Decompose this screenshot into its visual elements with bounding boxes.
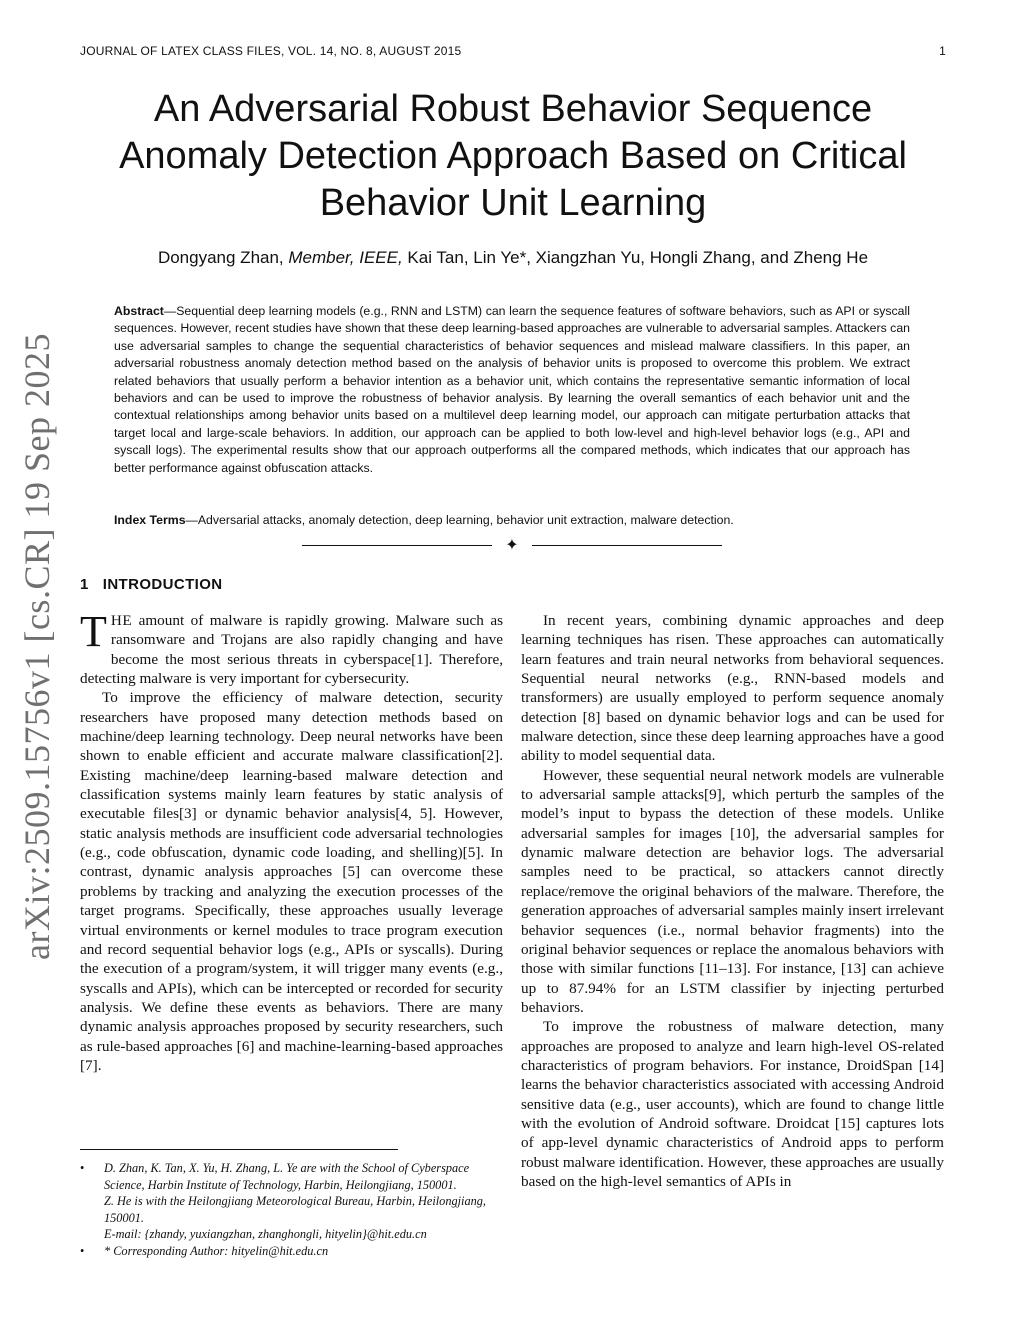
arxiv-identifier[interactable]: arXiv:2509.15756v1 [cs.CR] 19 Sep 2025 (17, 333, 57, 960)
divider-rule-left (302, 545, 492, 546)
paper-title: An Adversarial Robust Behavior Sequence Anomaly Detection Approach Based on Critical Behavior Unit Learning (119, 88, 907, 224)
running-header (80, 44, 946, 58)
section-divider (302, 536, 722, 556)
page-number: 1 (939, 44, 946, 58)
paragraph: However, these sequential neural network models are vulnerable to adversarial sample attacks[9], which perturb the samples of the model’s input to bypass the detection of these models. Unlike adversarial samples for images [10], the adversarial samples for dynamic malware detection are behavior logs. The adversarial samples need to be practical, so attackers cannot directly replace/remove the original behaviors of the malware. Therefore, the generation approaches of adversarial samples mainly insert irrelevant behavior sequences (i.e., normal behavior fragments) into the original behavior sequences or replace the anomalous behaviors with those with similar functions [11–13]. For instance, [13] can achieve up to 87.94% for an LSTM classifier by injecting perturbed behaviors. (521, 766, 944, 1016)
section-number: 1 (80, 576, 89, 593)
author-first: Dongyang Zhan, (157, 248, 289, 267)
section-heading (80, 576, 223, 593)
diamond-icon: ✦ (505, 537, 519, 554)
divider-rule-right (532, 545, 722, 546)
author-membership: Member, IEEE, (288, 248, 403, 267)
author-list (80, 248, 946, 268)
paragraph: To improve the efficiency of malware detection, security researchers have proposed many detection methods based on machine/deep learning technology. Deep neural networks have been shown to enable efficient and accurate malware classification[2]. Existing machine/deep learning-based malware detection and classification systems mainly learn features by static analysis of executable files[3] or dynamic behavior analysis[4, 5]. However, static analysis methods are insufficient code adversarial technologies (e.g., code obfuscation, dynamic code loading, and shelling)[5]. In contrast, dynamic analysis approaches [5] can overcome these problems by tracking and analyzing the execution processes of the target programs. Specifically, these approaches usually leverage virtual environments or kernel modules to trace program execution and record sequential behavior logs (e.g., APIs or syscalls). During the execution of a program/system, it will trigger many events (e.g., syscalls and APIs), which can be intercepted or recorded for security analysis. We define these events as behaviors. There are many dynamic analysis approaches proposed by security researchers, such as rule-based approaches [6] and machine-learning-based approaches [7]. (80, 689, 503, 1074)
paragraph-text: amount of malware is rapidly growing. Malware such as ransomware and Trojans are also rapidly changing and have become the most serious threats in cyberspace[1]. Therefore, detecting malware is very important for cybersecurity. (80, 612, 503, 688)
footnote-affiliations (80, 1160, 503, 1243)
index-terms (114, 512, 910, 529)
footnote-rule (80, 1149, 398, 1150)
footnote-corresponding (80, 1243, 503, 1260)
footnote-line: Z. He is with the Heilongjiang Meteorological Bureau, Harbin, Heilongjiang, 150001. (104, 1194, 486, 1225)
abstract-text: —Sequential deep learning models (e.g., RNN and LSTM) can learn the sequence features of software behaviors, such as API or syscall sequences. However, recent studies have shown that these deep learning-based approaches are vulnerable to adversarial samples. Attackers can use adversarial samples to change the sequential characteristics of behavior sequences and mislead malware classifiers. In this paper, an adversarial robustness anomaly detection method based on the analysis of behavior units is proposed to overcome this problem. We extract related behaviors that usually perform a behavior intention as a behavior unit, which contains the representative semantic information of local behaviors and can be used to improve the robustness of behavior analysis. By learning the overall semantics of each behavior unit and the contextual relationships among behavior units based on a multilevel deep learning model, our approach can mitigate perturbation attacks that target local and large-scale behaviors. In addition, our approach can be applied to both low-level and high-level behavior logs (e.g., API and syscall logs). The experimental results show that our approach outperforms all the compared methods, which indicates that our approach has better performance against obfuscation attacks. (114, 304, 910, 475)
abstract (114, 303, 910, 477)
footnotes (80, 1160, 503, 1259)
footnote-line: E-mail: {zhandy, yuxiangzhan, zhanghongli, hityelin}@hit.edu.cn (104, 1227, 427, 1241)
right-column (521, 611, 944, 1191)
left-column (80, 607, 503, 1075)
section-title: INTRODUCTION (102, 576, 223, 593)
abstract-label: Abstract (114, 304, 164, 318)
paragraph (80, 607, 503, 688)
lead-smallcaps: HE (110, 612, 133, 629)
bullet-icon: • (80, 1161, 85, 1175)
footnote-line: D. Zhan, K. Tan, X. Yu, H. Zhang, L. Ye are with the School of Cyberspace Science, Harbin Institute of Technology, Harbin, Heilongjiang, 150001. (104, 1161, 470, 1192)
footnote-line: * Corresponding Author: hityelin@hit.edu.cn (104, 1243, 329, 1258)
author-rest: Kai Tan, Lin Ye*, Xiangzhan Yu, Hongli Zhang, and Zheng He (402, 248, 869, 267)
drop-cap: T (80, 607, 107, 656)
journal-line: JOURNAL OF LATEX CLASS FILES, VOL. 14, NO. 8, AUGUST 2015 (80, 44, 462, 58)
paragraph: In recent years, combining dynamic approaches and deep learning techniques has risen. These approaches can automatically learn features and train neural networks from behavioral sequences. Sequential neural networks (e.g., RNN-based models and transformers) are usually employed to perform sequence anomaly detection [8] based on dynamic behavior logs and can be used for malware detection, since these deep learning approaches have a good ability to model sequential data. (521, 612, 944, 765)
bullet-icon: • (80, 1243, 85, 1258)
index-terms-text: —Adversarial attacks, anomaly detection, deep learning, behavior unit extraction, malware detection. (185, 513, 734, 527)
paragraph: To improve the robustness of malware detection, many approaches are proposed to analyze and learn high-level OS-related characteristics of program behaviors. For instance, DroidSpan [14] learns the behavior characteristics associated with accessing Android sensitive data (e.g., user accounts), which are found to change little with the evolution of Android software. Droidcat [15] captures lots of app-level dynamic characteristics of Android apps to perform robust malware identification. However, these approaches are usually based on the high-level semantics of APIs in (521, 1018, 944, 1190)
index-terms-label: Index Terms (114, 513, 186, 527)
